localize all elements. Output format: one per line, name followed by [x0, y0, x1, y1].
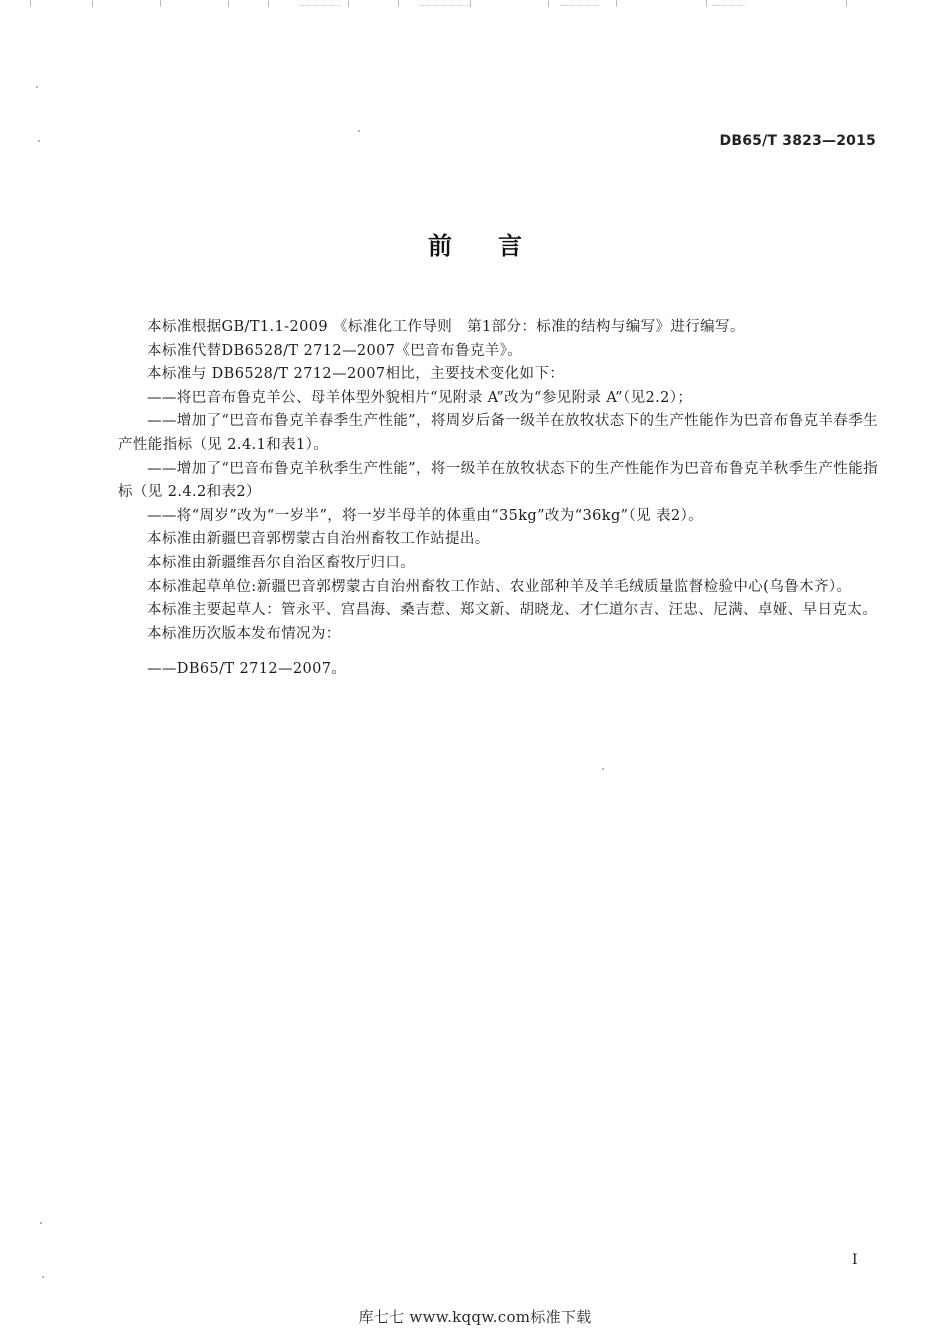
paragraph: 本标准主要起草人：管永平、宫昌海、桑吉惹、郑文新、胡晓龙、才仁道尔吉、汪忠、尼满、卓娅、早日克太。: [147, 602, 878, 619]
paragraph: 本标准历次版本发布情况为：: [147, 625, 341, 642]
paragraph: 本标准根据GB/T1.1-2009 《标准化工作导则 第1部分：标准的结构与编写》进行编写。: [147, 319, 745, 335]
foreword-body: [118, 316, 878, 682]
paragraph: ——增加了“巴音布鲁克羊春季生产性能”，将周岁后备一级羊在放牧状态下的生产性能作为巴音布鲁克羊春季生产性能指标（见 2.4.1和表1）。: [118, 413, 878, 453]
paragraph: 本标准由新疆巴音郭楞蒙古自治州畜牧工作站提出。: [147, 531, 490, 548]
scan-speck: [38, 140, 40, 142]
paragraph: ——增加了“巴音布鲁克羊秋季生产性能”，将一级羊在放牧状态下的生产性能作为巴音布鲁克羊秋季生产性能指标（见 2.4.2和表2）: [118, 460, 878, 501]
scan-edge-artifacts: [0, 0, 950, 8]
document-code: DB65/T 3823—2015: [719, 133, 876, 149]
site-watermark: 库七七 www.kqqw.com标准下载: [358, 1308, 592, 1326]
paragraph: 本标准由新疆维吾尔自治区畜牧厅归口。: [147, 554, 416, 571]
paragraph: 本标准代替DB6528/T 2712—2007《巴音布鲁克羊》。: [147, 342, 523, 359]
paragraph: 本标准起草单位:新疆巴音郭楞蒙古自治州畜牧工作站、农业部种羊及羊毛绒质量监督检验中心(乌鲁木齐）。: [147, 578, 852, 595]
paragraph: ——将巴音布鲁克羊公、母羊体型外貌相片“见附录 A”改为“参见附录 A”（见2.2）；: [147, 389, 693, 406]
paragraph: 本标准与 DB6528/T 2712—2007相比，主要技术变化如下：: [147, 366, 565, 383]
scan-speck: [40, 1222, 42, 1224]
paragraph: ——DB65/T 2712—2007。: [147, 661, 347, 678]
scan-speck: [602, 768, 604, 770]
page-number: I: [852, 1252, 858, 1268]
paragraph: ——将“周岁”改为“一岁半”，将一岁半母羊的体重由“35kg”改为“36kg”（见 表2）。: [147, 507, 704, 524]
page-title: 前言: [428, 232, 568, 260]
scan-speck: [358, 130, 360, 132]
scan-speck: [36, 86, 38, 88]
scan-speck: [42, 1276, 44, 1278]
